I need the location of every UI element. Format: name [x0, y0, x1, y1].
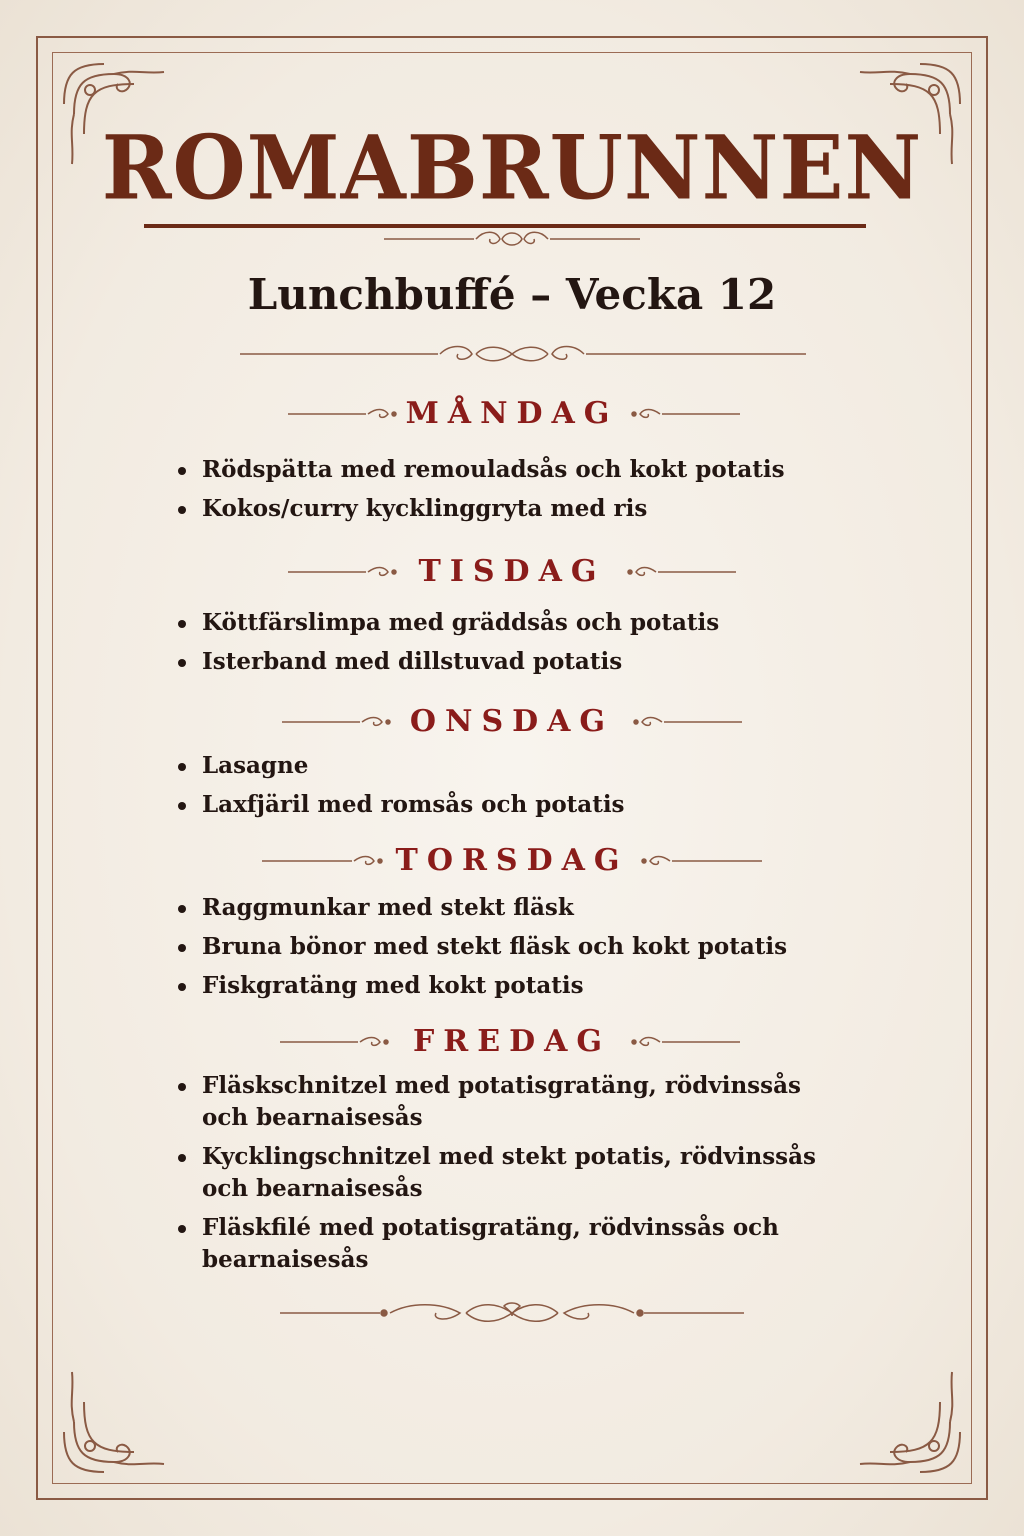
list-item: Fiskgratäng med kokt potatis [172, 970, 852, 1002]
list-item: Rödspätta med remouladsås och kokt potatis [172, 454, 852, 486]
list-item: Kycklingschnitzel med stekt potatis, rödvinssås och bearnaisesås [172, 1141, 852, 1205]
corner-ornament-bottom-right [840, 1352, 980, 1492]
day-heading-tisdag [0, 554, 1024, 594]
list-item: Fläskfilé med potatisgratäng, rödvinssås och bearnaisesås [172, 1212, 852, 1276]
list-item: Bruna bönor med stekt fläsk och kokt potatis [172, 931, 852, 963]
day-items-fredag [172, 1070, 852, 1283]
day-name: FREDAG [412, 1024, 611, 1059]
day-items-mandag [172, 454, 852, 532]
day-name: ONSDAG [409, 704, 615, 739]
day-heading-torsdag [0, 843, 1024, 883]
flourish-right [630, 1034, 740, 1050]
day-items-tisdag [172, 607, 852, 685]
day-heading-mandag [0, 396, 1024, 436]
list-item: Laxfjäril med romsås och potatis [172, 789, 852, 821]
day-heading-onsdag [0, 704, 1024, 744]
list-item: Köttfärslimpa med gräddsås och potatis [172, 607, 852, 639]
menu-title: Lunchbuffé – Vecka 12 [247, 270, 777, 319]
flourish-right [632, 714, 742, 730]
title-ornament [384, 228, 640, 250]
restaurant-name: ROMABRUNNEN [101, 115, 923, 220]
list-item: Kokos/curry kycklinggryta med ris [172, 493, 852, 525]
day-heading-fredag [0, 1024, 1024, 1064]
day-name: TISDAG [418, 554, 606, 589]
day-name: MÅNDAG [405, 396, 619, 431]
day-items-torsdag [172, 892, 852, 1009]
list-item: Fläskschnitzel med potatisgratäng, rödvinssås och bearnaisesås [172, 1070, 852, 1134]
corner-ornament-bottom-left [44, 1352, 184, 1492]
footer-ornament [280, 1298, 744, 1328]
subtitle-ornament [240, 342, 806, 366]
list-item: Lasagne [172, 750, 852, 782]
list-item: Raggmunkar med stekt fläsk [172, 892, 852, 924]
list-item: Isterband med dillstuvad potatis [172, 646, 852, 678]
flourish-right [626, 564, 736, 580]
day-items-onsdag [172, 750, 852, 828]
flourish-right [630, 406, 740, 422]
day-name: TORSDAG [395, 843, 629, 878]
flourish-right [640, 853, 762, 869]
